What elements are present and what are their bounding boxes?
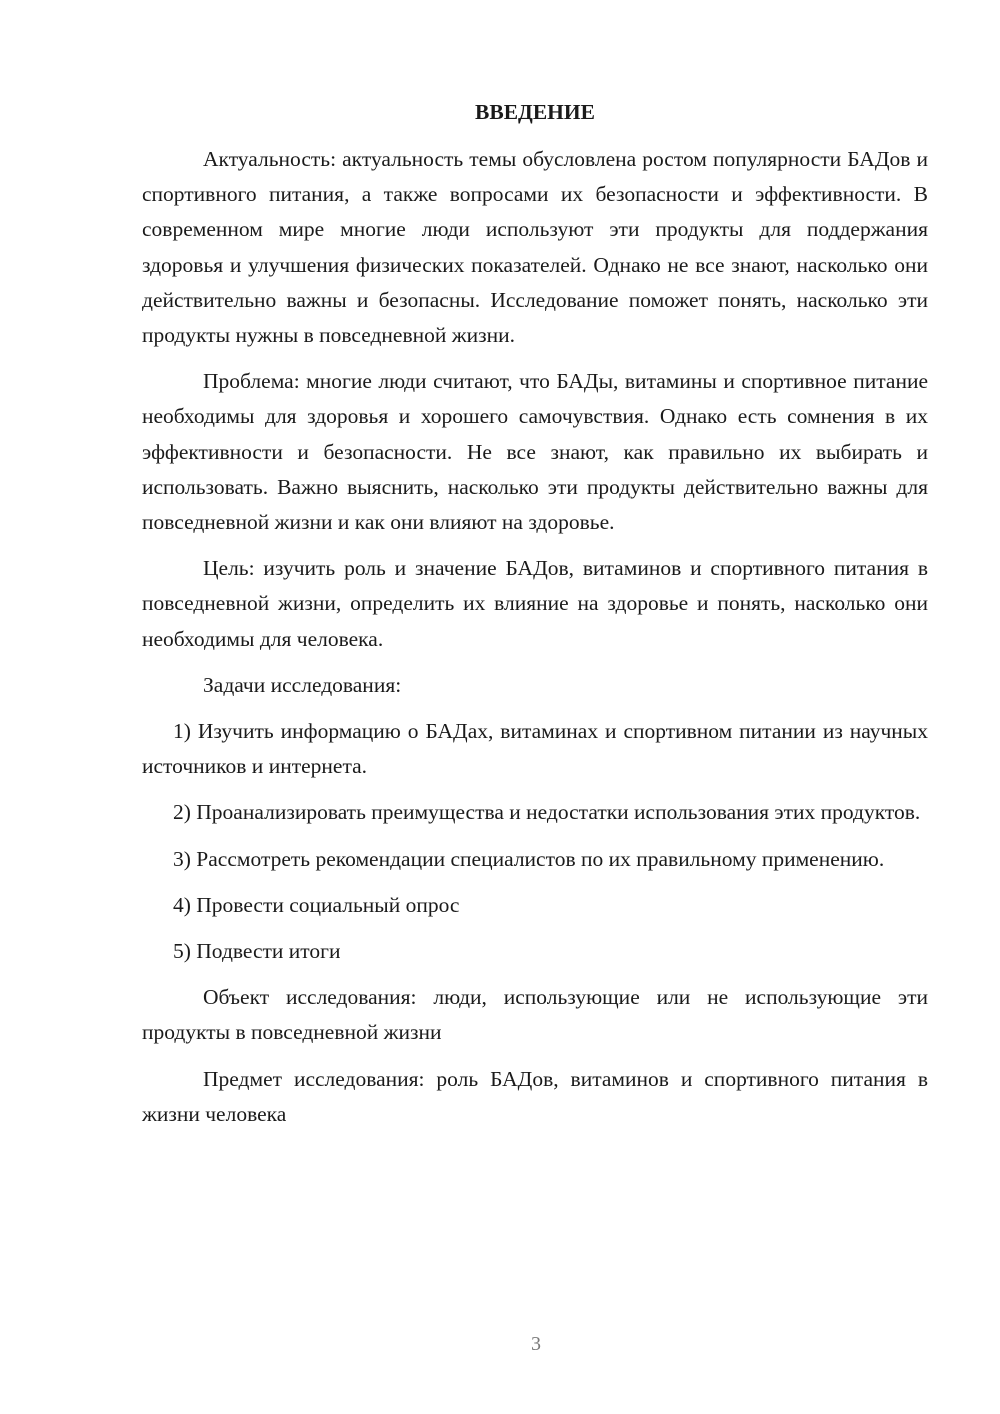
problem-paragraph: Проблема: многие люди считают, что БАДы, витамины и спортивное питание необходимы для здоровья и хорошего самочувствия. Однако есть сомнения в их эффективности и безопасности. Не все знают, как правильно их выбирать и использовать. Важно выяснить, насколько эти продукты действительно важны для повседневной жизни и как они влияют на здоровье.: [142, 369, 928, 535]
task-item-3: 3) Рассмотреть рекомендации специалистов по их правильному применению.: [173, 846, 885, 871]
subject-paragraph: Предмет исследования: роль БАДов, витаминов и спортивного питания в жизни человека: [142, 1066, 928, 1126]
task-item-2: 2) Проанализировать преимущества и недостатки использования этих продуктов.: [173, 800, 921, 825]
relevance-paragraph: Актуальность: актуальность темы обусловлена ростом популярности БАДов и спортивного питания, а также вопросами их безопасности и эффективности. В современном мире многие люди используют эти продукты для поддержания здоровья и улучшения физических показателей. Однако не все знают, насколько они действительно важны и безопасны. Исследование поможет понять, насколько эти продукты нужны в повседневной жизни.: [142, 147, 928, 348]
task-item-5: 5) Подвести итоги: [173, 939, 341, 964]
document-page: [142, 95, 928, 1143]
object-paragraph: Объект исследования: люди, использующие или не использующие эти продукты в повседневной жизни: [142, 985, 928, 1045]
goal-paragraph: Цель: изучить роль и значение БАДов, витаминов и спортивного питания в повседневной жизни, определить их влияние на здоровье и понять, насколько они необходимы для человека.: [142, 556, 928, 651]
task-item-1: 1) Изучить информацию о БАДах, витаминах и спортивном питании из научных источников и интернета.: [142, 719, 928, 779]
task-item-4: 4) Провести социальный опрос: [173, 892, 460, 917]
page-title: ВВЕДЕНИЕ: [475, 100, 595, 124]
tasks-heading: Задачи исследования:: [203, 672, 402, 697]
page-number: 3: [531, 1333, 541, 1355]
